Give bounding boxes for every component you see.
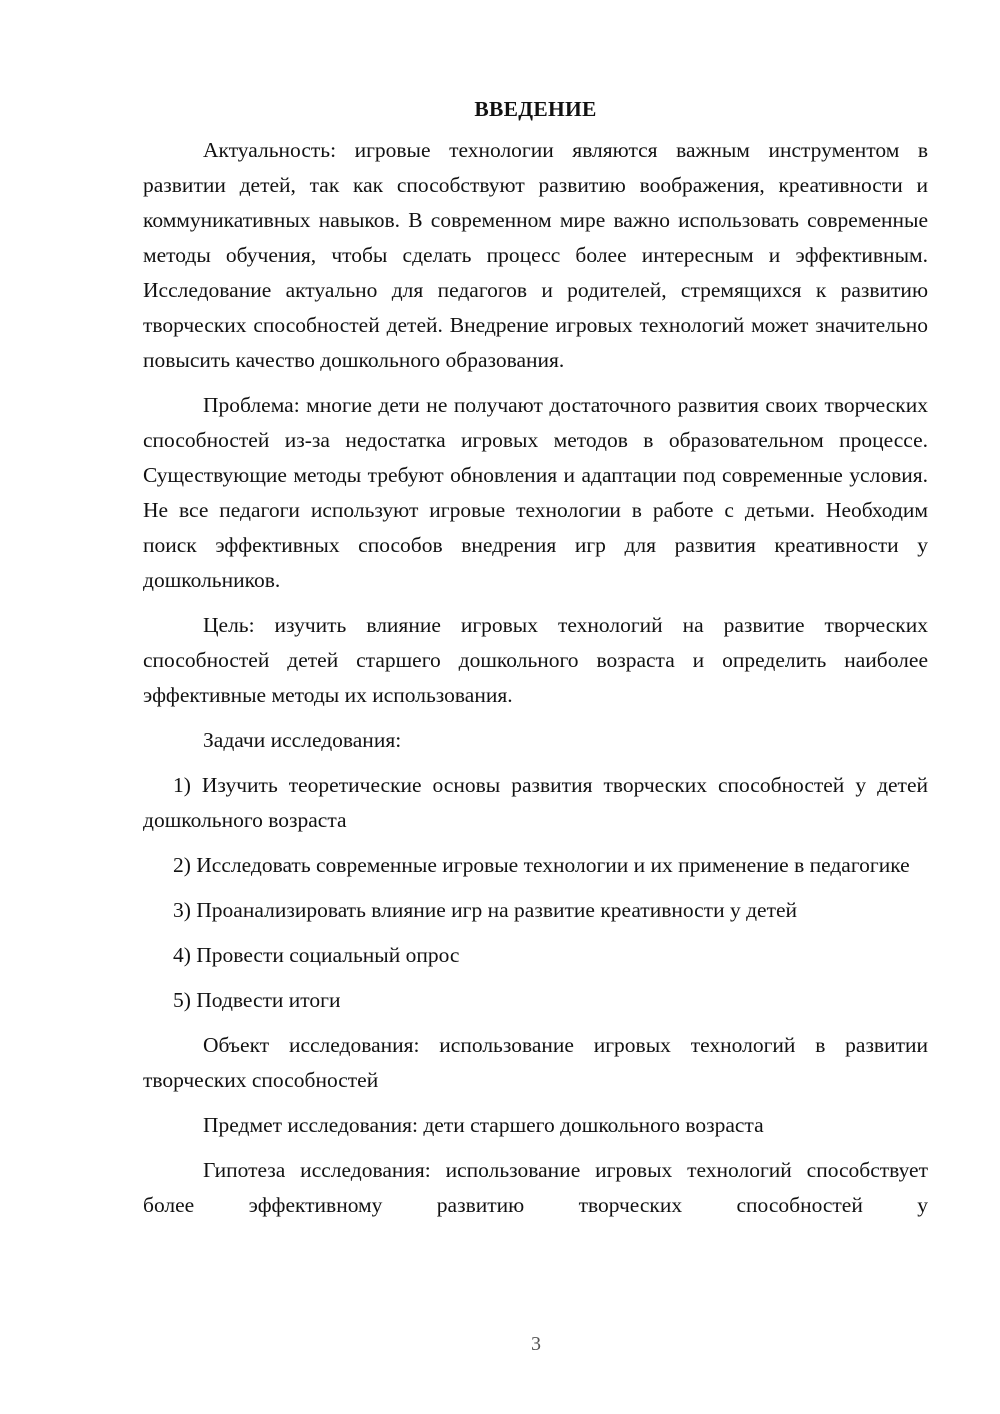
task-item-5: 5) Подвести итоги [173, 988, 341, 1012]
task-item-3: 3) Проанализировать влияние игр на развитие креативности у детей [173, 898, 798, 922]
task-item-1: 1) Изучить теоретические основы развития творческих способностей у детей дошкольного возраста [143, 773, 928, 832]
section-title: ВВЕДЕНИЕ [474, 97, 597, 121]
paragraph-relevance: Актуальность: игровые технологии являются важным инструментом в развитии детей, так как способствуют развитию воображения, креативности и коммуникативных навыков. В современном мире важно использовать современные методы обучения, чтобы сделать процесс более интересным и эффективным. Исследование актуально для педагогов и родителей, стремящихся к развитию творческих способностей детей. Внедрение игровых технологий может значительно повысить качество дошкольного образования. [143, 138, 928, 372]
document-page [143, 92, 928, 1233]
paragraph-tasks-heading: Задачи исследования: [203, 728, 402, 752]
task-item-2: 2) Исследовать современные игровые технологии и их применение в педагогике [173, 853, 910, 877]
paragraph-object: Объект исследования: использование игровых технологий в развитии творческих способностей [143, 1033, 928, 1092]
paragraph-subject: Предмет исследования: дети старшего дошкольного возраста [203, 1113, 764, 1137]
page-number: 3 [531, 1333, 541, 1355]
paragraph-problem: Проблема: многие дети не получают достаточного развития своих творческих способностей из-за недостатка игровых методов в образовательном процессе. Существующие методы требуют обновления и адаптации под современные условия. Не все педагоги используют игровые технологии в работе с детьми. Необходим поиск эффективных способов внедрения игр для развития креативности у дошкольников. [143, 393, 928, 592]
paragraph-hypothesis: Гипотеза исследования: использование игровых технологий способствует более эффективному развитию творческих способностей у [143, 1158, 928, 1217]
paragraph-goal: Цель: изучить влияние игровых технологий на развитие творческих способностей детей старшего дошкольного возраста и определить наиболее эффективные методы их использования. [143, 613, 928, 707]
task-item-4: 4) Провести социальный опрос [173, 943, 460, 967]
